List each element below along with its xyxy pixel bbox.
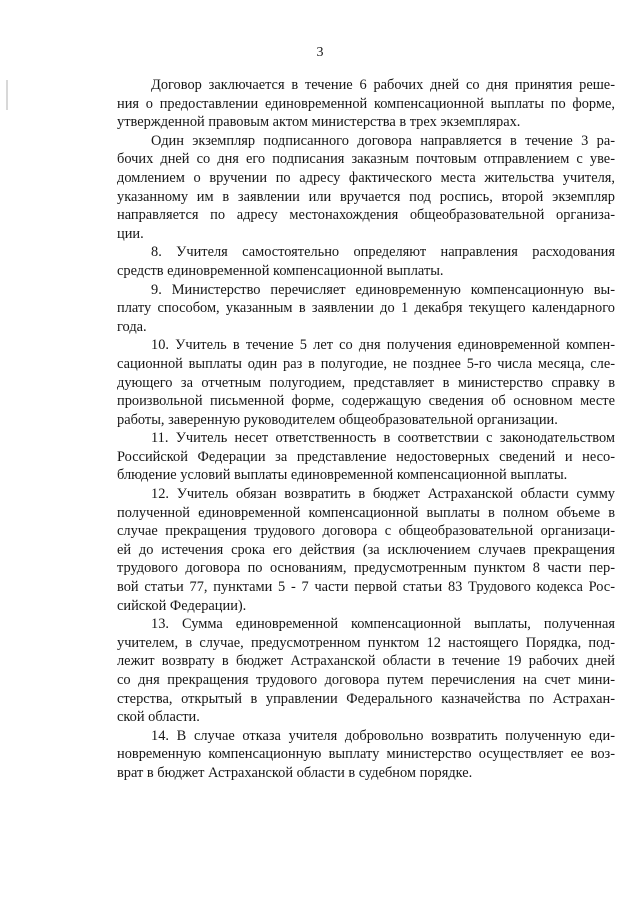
paragraph-p9 (117, 281, 615, 337)
paragraph-p11 (117, 429, 615, 485)
text-line: стерства, открытый в управлении Федерального казначейства по Астрахан- (117, 690, 615, 707)
text-line: 10. Учитель в течение 5 лет со дня получения единовременной компен- (151, 337, 615, 354)
text-line: блюдение условий выплаты единовременной компенсационной выплаты. (117, 467, 568, 484)
paragraph-p1 (117, 76, 615, 132)
text-line: 11. Учитель несет ответственность в соответствии с законодательством (151, 430, 615, 447)
text-line: Один экземпляр подписанного договора направляется в течение 3 ра- (151, 132, 615, 149)
text-line: Договор заключается в течение 6 рабочих дней со дня принятия реше- (151, 77, 615, 93)
text-line: 13. Сумма единовременной компенсационной выплаты, полученная (151, 616, 615, 633)
page-number: 3 (316, 45, 324, 60)
text-line: ции. (117, 225, 144, 242)
text-line: года. (117, 318, 147, 335)
paragraph-p2 (117, 132, 615, 244)
text-line: средств единовременной компенсационной выплаты. (117, 262, 444, 279)
paragraph-p8 (117, 243, 615, 280)
text-line: сационной выплаты один раз в полугодие, не позднее 5-го числа месяца, сле- (117, 355, 615, 372)
text-line: ния о предоставлении единовременной компенсационной выплаты по форме, (117, 95, 615, 112)
paragraph-p13 (117, 615, 615, 727)
paragraph-p12 (117, 485, 615, 615)
text-line: 12. Учитель обязан возвратить в бюджет Астраханской области сумму (151, 486, 615, 503)
text-line: плату способом, указанным в заявлении до 1 декабря текущего календарного (117, 300, 615, 317)
text-line: полученной единовременной компенсационной выплаты в полном объеме в (117, 504, 615, 521)
text-line: утвержденной правовым актом министерства в трех экземплярах. (117, 114, 521, 131)
text-line: направляется по адресу местонахождения общеобразовательной организа- (117, 207, 615, 224)
text-line: дующего за отчетным полугодием, представляет в министерство справку в (117, 374, 615, 391)
text-line: со дня прекращения трудового договора путем перечисления на счет мини- (117, 672, 615, 688)
scan-margin-mark (6, 80, 8, 110)
text-line: домлением о вручении по адресу фактического места жительства учителя, (117, 169, 615, 186)
text-line: вой статьи 77, пунктами 5 - 7 части первой статьи 83 Трудового кодекса Рос- (117, 579, 615, 596)
text-line: работы, заверенную руководителем общеобразовательной организации. (117, 411, 558, 428)
text-line: 14. В случае отказа учителя добровольно возвратить полученную еди- (151, 727, 615, 744)
text-line: трудового договора по основаниям, предусмотренным пунктом 8 части пер- (117, 560, 615, 577)
text-line: учителем, в случае, предусмотренном пунктом 12 настоящего Порядка, под- (117, 634, 615, 651)
text-line: Российской Федерации за представление недостоверных сведений и несо- (117, 448, 615, 465)
text-line: бочих дней со дня его подписания заказным почтовым отправлением с уве- (117, 151, 615, 168)
text-line: сийской Федерации). (117, 597, 247, 614)
text-line: произвольной письменной форме, содержащую сведения об основном месте (117, 393, 615, 410)
text-line: новременную компенсационную выплату министерство осуществляет ее воз- (117, 746, 615, 763)
paragraph-p10 (117, 336, 615, 429)
text-line: указанному им в заявлении или вручается под роспись, второй экземпляр (117, 188, 615, 205)
text-line: ей до истечения срока его действия (за исключением случаев прекращения (117, 541, 615, 558)
document-body (117, 76, 615, 783)
text-line: врат в бюджет Астраханской области в судебном порядке. (117, 764, 473, 781)
text-line: случае прекращения трудового договора с общеобразовательной организаци- (117, 523, 615, 540)
text-line: 9. Министерство перечисляет единовременную компенсационную вы- (151, 281, 615, 298)
paragraph-p14 (117, 727, 615, 783)
text-line: лежит возврату в бюджет Астраханской области в течение 19 рабочих дней (117, 653, 615, 670)
text-line: ской области. (117, 709, 200, 726)
text-line: 8. Учителя самостоятельно определяют направления расходования (151, 244, 615, 261)
